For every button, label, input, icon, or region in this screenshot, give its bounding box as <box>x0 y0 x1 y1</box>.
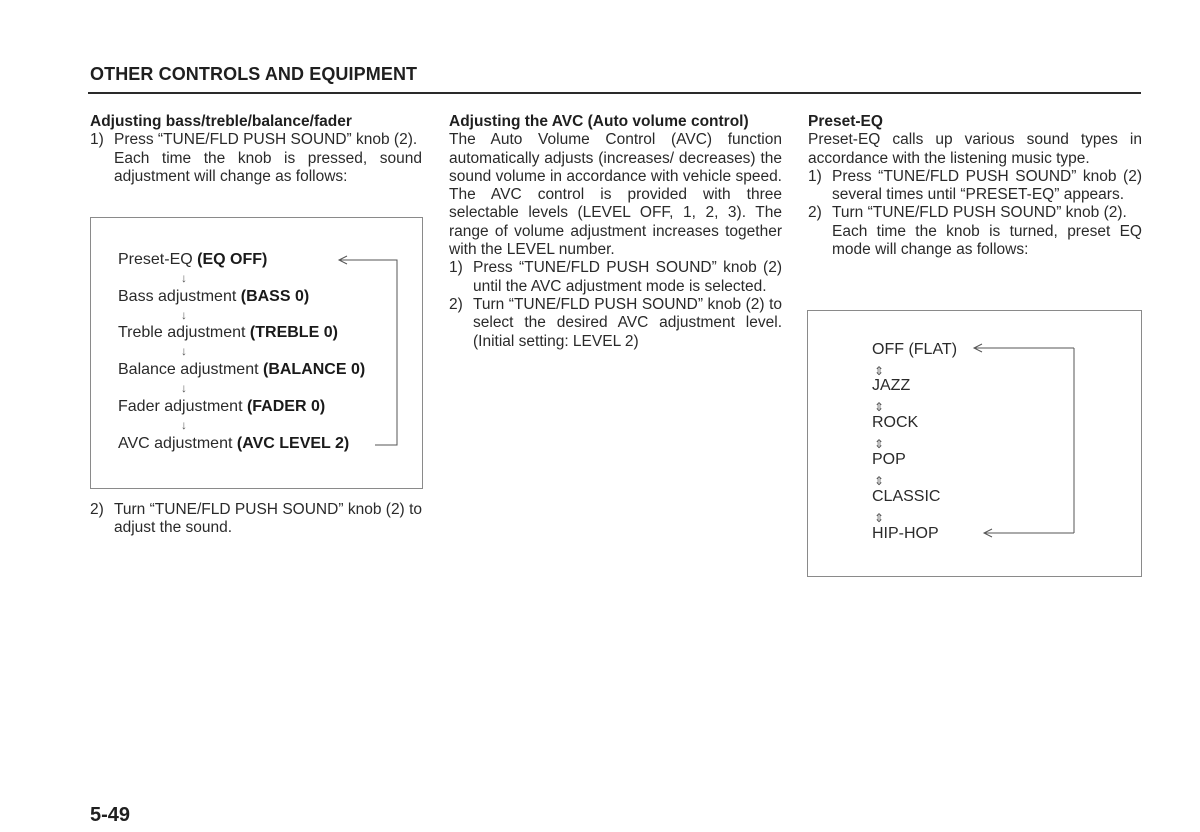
down-arrow-icon: ↓ <box>181 418 187 432</box>
flow1-item-5: AVC adjustment (AVC LEVEL 2) <box>118 435 350 452</box>
flow1-item-1: Bass adjustment (BASS 0) <box>118 288 310 305</box>
flow1-item-4: Fader adjustment (FADER 0) <box>118 398 326 415</box>
col1-step-1-text: Press “TUNE/FLD PUSH SOUND” knob (2). <box>114 131 418 149</box>
col2-heading: Adjusting the AVC (Auto volume control) <box>449 113 749 130</box>
col3-heading: Preset-EQ <box>808 113 883 130</box>
col2-step-1 <box>449 259 782 296</box>
up-down-arrow-icon: ⇕ <box>874 474 885 488</box>
col3-step-2-number: 2) <box>808 204 822 222</box>
col3-step-1-number: 1) <box>808 167 822 185</box>
col1-step-1-number: 1) <box>90 131 104 149</box>
col1-step-1-detail: Each time the knob is pressed, sound adjustment will change as follows: <box>114 149 422 185</box>
up-down-arrow-icon: ⇕ <box>874 400 885 414</box>
eq-mode-hip-hop: HIP-HOP <box>872 525 939 542</box>
col3-step-1 <box>808 168 1142 205</box>
col2-intro: The Auto Volume Control (AVC) function automatically adjusts (increases/ decreases) the sound volume in accordance with vehicle speed. The AVC control is provided with three selectable levels (LEVEL OFF, 1, 2, 3). The range of volume adjustment increases together with the LEVEL number. <box>449 131 782 259</box>
col3-step-1-text: Press “TUNE/FLD PUSH SOUND” knob (2) several times until “PRESET-EQ” appears. <box>832 167 1142 204</box>
flow1-item-0: Preset-EQ (EQ OFF) <box>118 251 268 268</box>
header-rule <box>88 92 1141 94</box>
col1-heading: Adjusting bass/treble/balance/fader <box>90 113 352 130</box>
up-down-arrow-icon: ⇕ <box>874 511 885 525</box>
column-preset-eq <box>808 113 1142 259</box>
column-avc <box>449 113 782 351</box>
col3-step-2 <box>808 204 1142 222</box>
eq-mode-rock: ROCK <box>872 414 919 431</box>
up-down-arrow-icon: ⇕ <box>874 437 885 451</box>
col3-step-2-text: Turn “TUNE/FLD PUSH SOUND” knob (2). <box>832 204 1127 222</box>
eq-mode-classic: CLASSIC <box>872 488 941 505</box>
col1-step-2 <box>90 501 422 538</box>
down-arrow-icon: ↓ <box>181 308 187 322</box>
sound-adjust-flow-box <box>90 217 423 489</box>
col3-step-2-detail: Each time the knob is turned, preset EQ mode will change as follows: <box>832 222 1142 259</box>
col2-step-1-number: 1) <box>449 259 463 277</box>
col1-step-1 <box>90 131 422 149</box>
col2-step-2-text: Turn “TUNE/FLD PUSH SOUND” knob (2) to select the desired AVC adjustment level. (Initial setting: LEVEL 2) <box>473 295 782 350</box>
eq-mode-jazz: JAZZ <box>872 377 911 394</box>
col1-step-2-text: Turn “TUNE/FLD PUSH SOUND” knob (2) to adjust the sound. <box>114 501 422 537</box>
down-arrow-icon: ↓ <box>181 344 187 358</box>
page-number: 5-49 <box>90 804 131 826</box>
flow1-item-2: Treble adjustment (TREBLE 0) <box>118 324 338 341</box>
col1-step-2-number: 2) <box>90 501 104 518</box>
down-arrow-icon: ↓ <box>181 381 187 395</box>
eq-loop-arrow-icon <box>808 311 1141 576</box>
up-down-arrow-icon: ⇕ <box>874 364 885 378</box>
section-title: OTHER CONTROLS AND EQUIPMENT <box>90 64 418 84</box>
eq-mode-off-flat: OFF (FLAT) <box>872 341 958 358</box>
col2-step-1-text: Press “TUNE/FLD PUSH SOUND” knob (2) until the AVC adjustment mode is selected. <box>473 259 782 295</box>
col2-step-2-number: 2) <box>449 295 463 313</box>
flow1-loop-arrow-icon <box>91 218 422 488</box>
down-arrow-icon: ↓ <box>181 271 187 285</box>
eq-mode-pop: POP <box>872 451 906 468</box>
col2-step-2 <box>449 296 782 351</box>
flow1-item-3: Balance adjustment (BALANCE 0) <box>118 361 366 378</box>
column-bass-treble <box>90 113 422 186</box>
preset-eq-flow-box <box>807 310 1142 577</box>
col3-intro: Preset-EQ calls up various sound types in accordance with the listening music type. <box>808 131 1142 167</box>
